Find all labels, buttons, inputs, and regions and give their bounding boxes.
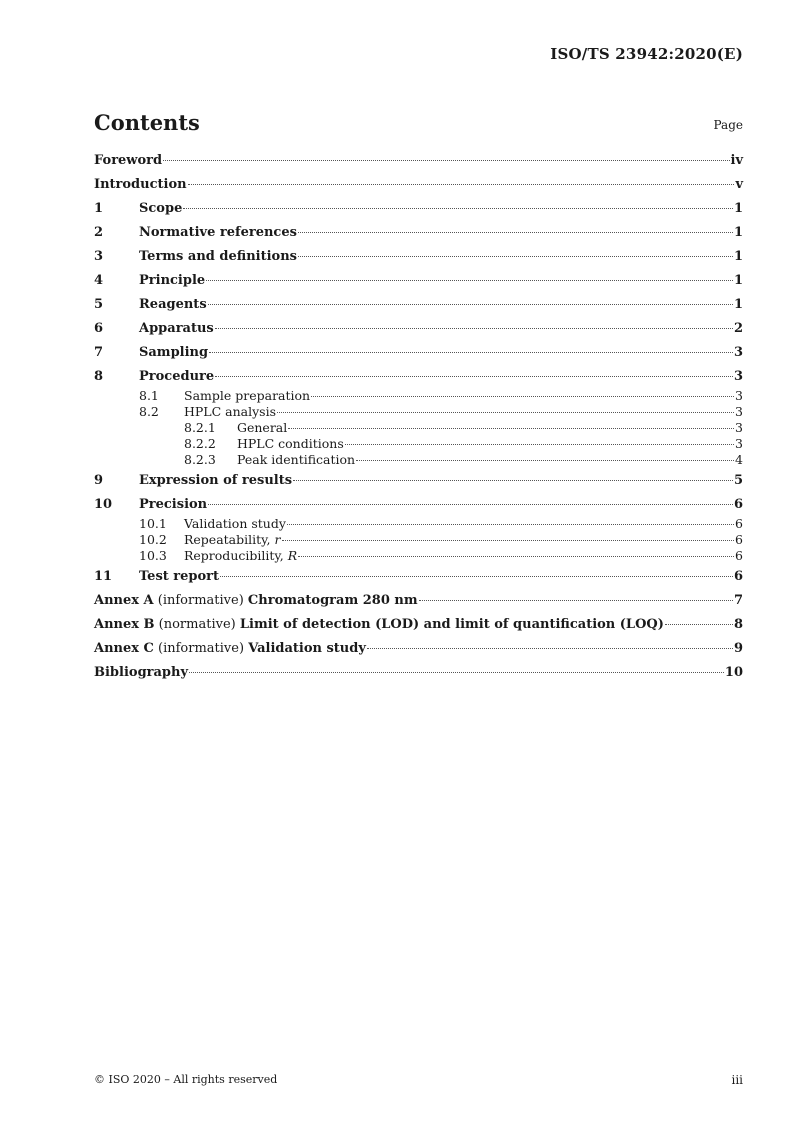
toc-label: [184, 532, 281, 547]
toc-leader: [665, 624, 733, 625]
toc-entry-introduction[interactable]: [94, 177, 743, 196]
toc-entry-validation-study[interactable]: [94, 516, 743, 532]
toc-page: v: [735, 177, 743, 192]
toc-page: 1: [733, 297, 743, 312]
toc-label: Sample preparation: [184, 388, 311, 403]
toc-label: Precision: [139, 497, 208, 512]
table-of-contents: [94, 153, 743, 684]
toc-entry-sample-preparation[interactable]: [94, 388, 743, 404]
toc-number: 8.1: [139, 388, 159, 403]
toc-page: 1: [733, 225, 743, 240]
toc-page: 3: [735, 388, 743, 403]
toc-leader: [345, 444, 734, 445]
toc-label-symbol: R: [287, 548, 298, 563]
toc-entry-precision[interactable]: [94, 497, 743, 516]
toc-number: 1: [94, 201, 104, 216]
toc-label: Normative references: [139, 225, 297, 240]
toc-page: 10: [724, 665, 743, 680]
toc-label: HPLC conditions: [237, 436, 344, 451]
toc-page: 1: [733, 273, 743, 288]
page-number: iii: [731, 1073, 743, 1087]
toc-number: 6: [94, 321, 104, 336]
toc-label: Test report: [139, 569, 220, 584]
toc-leader: [163, 160, 729, 161]
toc-entry-hplc-conditions[interactable]: [94, 436, 743, 452]
copyright-notice: © ISO 2020 – All rights reserved: [94, 1073, 278, 1086]
toc-number: 10.2: [139, 532, 167, 547]
toc-leader: [288, 428, 734, 429]
toc-number: 8.2.3: [184, 452, 216, 467]
toc-entry-reagents[interactable]: [94, 297, 743, 316]
toc-label: Apparatus: [139, 321, 214, 336]
toc-leader: [209, 352, 733, 353]
annex-type: (informative): [153, 641, 249, 656]
toc-leader: [189, 672, 724, 673]
toc-page: 7: [733, 593, 743, 608]
toc-label: Validation study: [184, 516, 286, 531]
toc-entry-apparatus[interactable]: [94, 321, 743, 340]
toc-page: 4: [735, 452, 743, 467]
annex-type: (informative): [153, 593, 248, 608]
toc-leader: [298, 556, 734, 557]
toc-leader: [277, 412, 734, 413]
toc-entry-foreword[interactable]: [94, 153, 743, 172]
toc-entry-test-report[interactable]: [94, 569, 743, 588]
toc-leader: [311, 396, 734, 397]
toc-page: 1: [733, 201, 743, 216]
toc-page: 3: [733, 345, 743, 360]
toc-number: 8.2.2: [184, 436, 216, 451]
toc-label-symbol: r: [274, 532, 281, 547]
toc-number: 8.2: [139, 404, 159, 419]
annex-id: Annex A: [94, 593, 154, 608]
toc-page: 3: [735, 436, 743, 451]
toc-number: 9: [94, 473, 104, 488]
toc-number: 5: [94, 297, 104, 312]
toc-leader: [293, 480, 733, 481]
toc-number: 2: [94, 225, 104, 240]
toc-label: Bibliography: [94, 665, 189, 680]
page-column-label: Page: [713, 118, 743, 132]
toc-leader: [356, 460, 734, 461]
toc-entry-normative-references[interactable]: [94, 225, 743, 244]
toc-number: 3: [94, 249, 104, 264]
annex-id: Annex B: [94, 617, 155, 632]
toc-page: 8: [733, 617, 743, 632]
toc-number: 4: [94, 273, 104, 288]
toc-label: [94, 641, 366, 656]
toc-page: 5: [733, 473, 743, 488]
toc-entry-sampling[interactable]: [94, 345, 743, 364]
toc-entry-principle[interactable]: [94, 273, 743, 292]
document-id: ISO/TS 23942:2020(E): [550, 45, 743, 63]
toc-page: 9: [733, 641, 743, 656]
toc-number: 8: [94, 369, 104, 384]
toc-page: 6: [735, 548, 743, 563]
toc-label: [94, 593, 418, 608]
toc-leader: [206, 280, 733, 281]
toc-label-text: Repeatability,: [184, 532, 275, 547]
toc-leader: [419, 600, 733, 601]
toc-page: 6: [735, 516, 743, 531]
toc-page: 6: [735, 532, 743, 547]
toc-leader: [188, 184, 735, 185]
toc-label: Principle: [139, 273, 206, 288]
toc-leader: [287, 524, 734, 525]
toc-page: iv: [730, 153, 743, 168]
toc-page: 1: [733, 249, 743, 264]
annex-id: Annex C: [94, 641, 154, 656]
toc-label: [94, 617, 664, 632]
toc-leader: [208, 304, 733, 305]
toc-entry-reproducibility[interactable]: [94, 548, 743, 564]
toc-number: 11: [94, 569, 113, 584]
toc-leader: [183, 208, 733, 209]
toc-leader: [282, 540, 735, 541]
toc-label: Procedure: [139, 369, 215, 384]
toc-label: General: [237, 420, 288, 435]
toc-entry-repeatability[interactable]: [94, 532, 743, 548]
page-title: Contents: [94, 110, 200, 135]
toc-page: 6: [733, 569, 743, 584]
toc-entry-expression-of-results[interactable]: [94, 473, 743, 492]
toc-leader: [215, 376, 733, 377]
toc-label: Expression of results: [139, 473, 293, 488]
toc-entry-peak-identification[interactable]: [94, 452, 743, 468]
toc-label: [184, 548, 297, 563]
toc-label: Foreword: [94, 153, 163, 168]
annex-type: (normative): [154, 617, 240, 632]
toc-number: 10: [94, 497, 113, 512]
toc-label: HPLC analysis: [184, 404, 276, 419]
toc-entry-annex-b[interactable]: [94, 617, 743, 636]
toc-page: 6: [733, 497, 743, 512]
toc-entry-annex-c[interactable]: [94, 641, 743, 660]
toc-entry-annex-a[interactable]: [94, 593, 743, 612]
toc-entry-bibliography[interactable]: [94, 665, 743, 684]
toc-entry-terms-definitions[interactable]: [94, 249, 743, 268]
toc-entry-general[interactable]: [94, 420, 743, 436]
toc-label: Introduction: [94, 177, 187, 192]
toc-number: 7: [94, 345, 104, 360]
toc-entry-scope[interactable]: [94, 201, 743, 220]
toc-page: 2: [733, 321, 743, 336]
annex-title: Limit of detection (LOD) and limit of quantification (LOQ): [239, 617, 664, 632]
toc-label: Terms and definitions: [139, 249, 297, 264]
toc-leader: [367, 648, 733, 649]
toc-leader: [298, 232, 733, 233]
toc-label: Scope: [139, 201, 183, 216]
toc-label: Reagents: [139, 297, 207, 312]
toc-leader: [298, 256, 733, 257]
toc-leader: [220, 576, 733, 577]
toc-number: 10.3: [139, 548, 167, 563]
toc-page: 3: [733, 369, 743, 384]
toc-entry-hplc-analysis[interactable]: [94, 404, 743, 420]
toc-leader: [208, 504, 733, 505]
toc-leader: [215, 328, 733, 329]
annex-title: Chromatogram 280 nm: [247, 593, 418, 608]
toc-label-text: Reproducibility,: [184, 548, 288, 563]
toc-number: 10.1: [139, 516, 167, 531]
toc-entry-procedure[interactable]: [94, 369, 743, 388]
toc-label: Peak identification: [237, 452, 356, 467]
toc-label: Sampling: [139, 345, 209, 360]
toc-page: 3: [735, 404, 743, 419]
toc-number: 8.2.1: [184, 420, 216, 435]
annex-title: Validation study: [248, 641, 366, 656]
toc-page: 3: [735, 420, 743, 435]
